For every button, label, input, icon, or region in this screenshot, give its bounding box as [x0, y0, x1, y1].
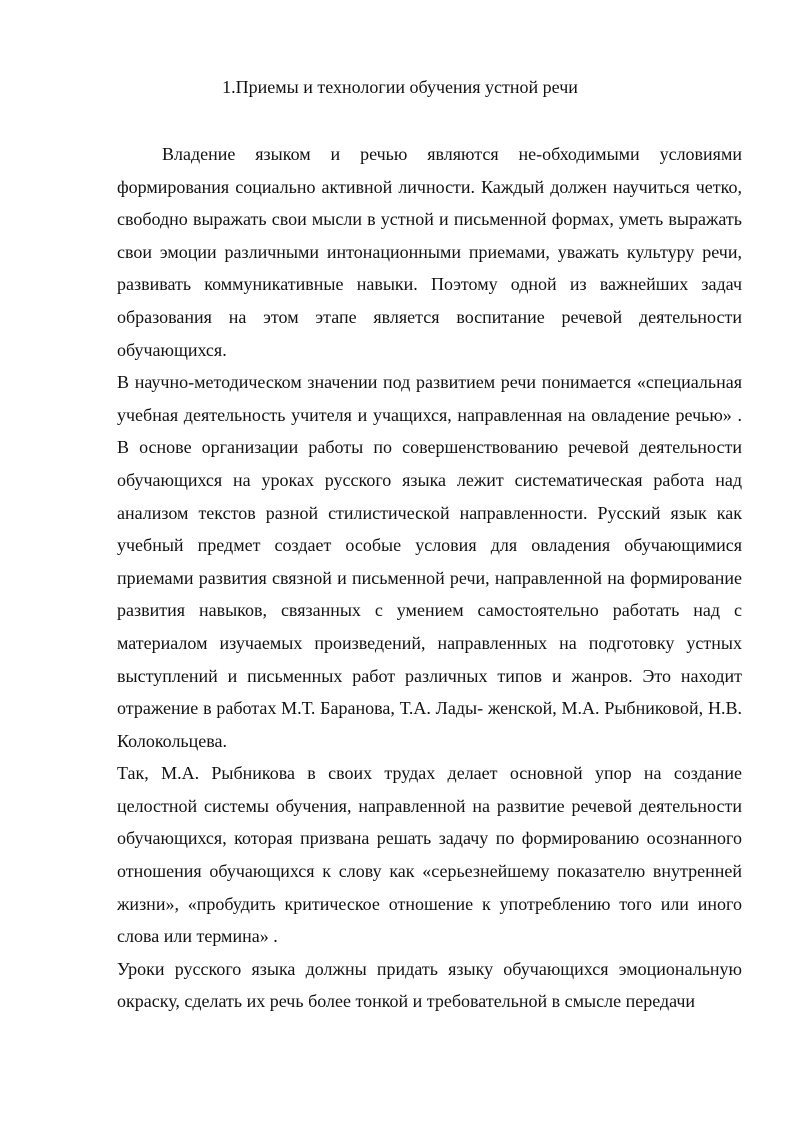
paragraph-4: Уроки русского языка должны придать языку обучающихся эмоциональную окраску, сделать их речь более тонкой и требовательной в смысле передачи — [117, 958, 742, 1012]
paragraph-1: Владение языком и речью являются не-обходимыми условиями формирования социально активной личности. Каждый должен научиться четко, свободно выражать свои мысли в устной и письменной формах, уметь выражать свои эмоции различными интонационными приемами, уважать культуру речи, развивать коммуникативные навыки. Поэтому одной из важнейших задач образования на этом этапе является воспитание речевой деятельности обучающихся. — [117, 144, 742, 360]
paragraph-2: В научно-методическом значении под развитием речи понимается «специальная учебная деятельность учителя и учащихся, направленная на овладение речью» . В основе организации работы по совершенствованию речевой деятельности обучающихся на уроках русского языка лежит систематическая работа над анализом текстов разной стилистической направленности. Русский язык как учебный предмет создает особые условия для овладения обучающимися приемами развития связной и письменной речи, направленной на формирование развития навыков, связанных с умением самостоятельно работать над с материалом изучаемых произведений, направленных на подготовку устных выступлений и письменных работ различных типов и жанров. Это находит отражение в работах М.Т. Баранова, Т.А. Лады- женской, М.А. Рыбниковой, Н.В. Колокольцева. — [117, 372, 742, 751]
document-title: 1.Приемы и технологии обучения устной речи — [222, 77, 578, 97]
paragraph-3: Так, М.А. Рыбникова в своих трудах делает основной упор на создание целостной системы обучения, направленной на развитие речевой деятельности обучающихся, которая призвана решать задачу по формированию осознанного отношения обучающихся к слову как «серьезнейшему показателю внутренней жизни», «пробудить критическое отношение к употреблению того или иного слова или термина» . — [117, 763, 742, 947]
document-body — [117, 138, 742, 1018]
